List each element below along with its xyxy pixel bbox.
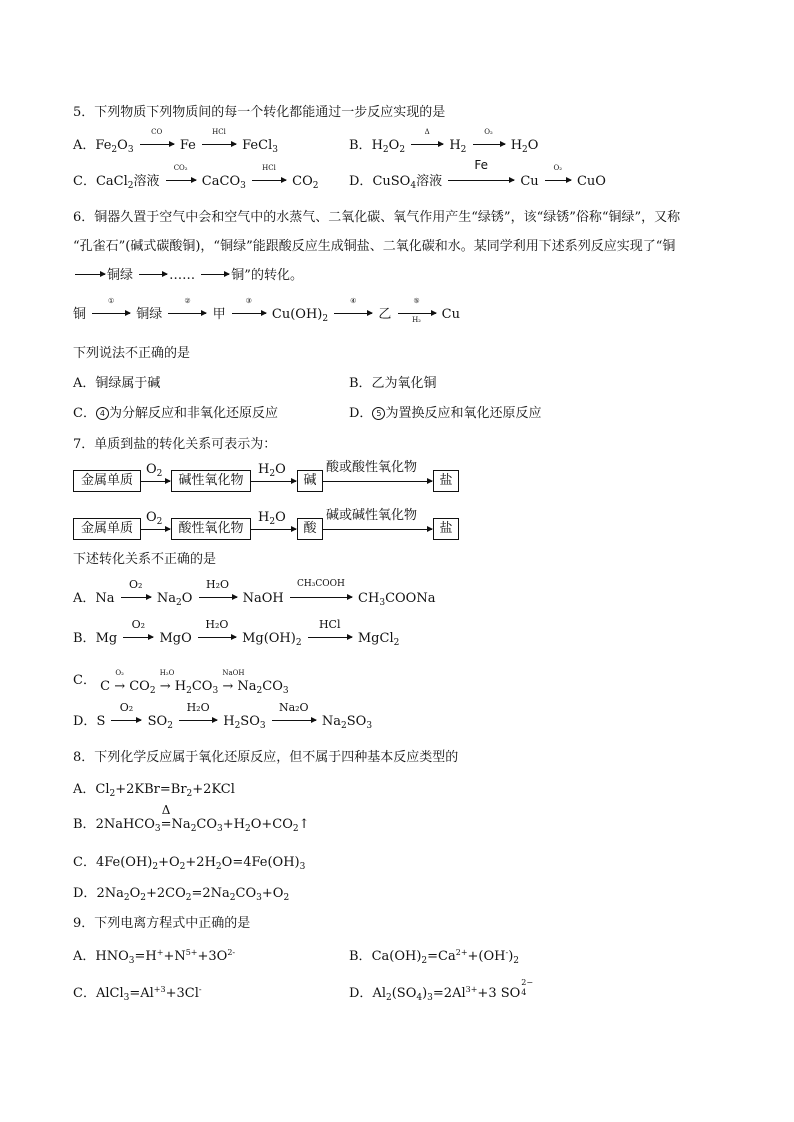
reaction-arrow: O₂ bbox=[121, 590, 151, 608]
q6-stem-line1: 6．铜器久置于空气中会和空气中的水蒸气、二氧化碳、氧气作用产生“绿锈”，该“绿锈”俗称“铜绿”，又称 bbox=[73, 210, 681, 225]
q6-option-a[interactable]: A．铜绿属于碱 bbox=[73, 376, 161, 391]
circled-number: 4 bbox=[96, 407, 109, 420]
reaction-arrow: CO₂ bbox=[166, 173, 196, 191]
reaction-arrow: ② bbox=[168, 306, 206, 324]
q7-option-b[interactable]: B．Mg O₂ MgO H₂O $Mg(OH)_2$ HCl MgCl$_2$ bbox=[73, 618, 400, 648]
q7-option-d[interactable]: D．S O₂ $SO_2$ H₂O $H_2SO_3$ Na₂O $Na_2SO_3$ bbox=[73, 701, 373, 731]
diagram-arrow-label: $H_2O$ bbox=[258, 510, 286, 527]
reaction-arrow: O₂ bbox=[111, 713, 141, 731]
reaction-arrow: Δ bbox=[411, 137, 443, 155]
diagram-arrow-label: $O_2$ bbox=[146, 462, 163, 479]
reaction-arrow: ① bbox=[92, 306, 130, 324]
q9-option-a[interactable]: A．$HNO_3=H^++N^{5+}+3O^{2-}$ bbox=[73, 948, 236, 966]
reaction-arrow: ⑤ H₂ bbox=[398, 306, 436, 324]
q6-stem-line3: 铜绿 …… 铜”的转化。 bbox=[73, 267, 303, 285]
q5-stem: 5．下列物质下列物质间的每一个转化都能通过一步反应实现的是 bbox=[73, 105, 446, 120]
q8-option-a[interactable]: A．$Cl_2+2KBr=Br_2+2KCl$ bbox=[73, 782, 235, 799]
reaction-arrow: CO bbox=[140, 137, 174, 155]
reaction-arrow: O₂ bbox=[473, 137, 505, 155]
diagram-arrow bbox=[322, 481, 432, 482]
reaction-arrow: O₂ → bbox=[114, 669, 126, 694]
diagram-arrow bbox=[250, 481, 296, 482]
q9-option-d[interactable]: D．$Al_2(SO_4)_3=2Al^{3+}+3$ SO 2− 4 bbox=[349, 978, 534, 1003]
diagram-box: 酸 bbox=[297, 518, 323, 540]
diagram-arrow bbox=[140, 529, 170, 530]
q9-option-c[interactable]: C．$AlCl_3=Al^{+3}+3Cl^-$ bbox=[73, 985, 202, 1003]
q7-question: 下述转化关系不正确的是 bbox=[73, 552, 217, 567]
diagram-arrow-label: 碱或碱性氧化物 bbox=[326, 508, 418, 523]
reaction-arrow: NaOH → bbox=[222, 669, 245, 694]
reaction-arrow: ④ bbox=[334, 306, 372, 324]
diagram-arrow bbox=[322, 529, 432, 530]
reaction-arrow: H₂O → bbox=[159, 669, 175, 694]
reaction-arrow bbox=[201, 267, 229, 285]
reaction-arrow: HCl bbox=[308, 630, 352, 648]
q5-option-d[interactable]: D．CuSO$_4$溶液 Fe Cu O₂ CuO bbox=[349, 158, 606, 191]
q6-option-c[interactable]: C． 4 为分解反应和非氧化还原反应 bbox=[73, 406, 278, 421]
q6-reaction-chain: 铜 ① 铜绿 ② 甲 ③ $Cu(OH)_2$ ④ 乙 ⑤ H₂ Cu bbox=[73, 297, 460, 324]
reaction-arrow: H₂O bbox=[179, 713, 217, 731]
diagram-box: 盐 bbox=[433, 518, 459, 540]
q5-option-a[interactable]: A．$Fe_2O_3$ CO Fe HCl FeCl$_3$ bbox=[73, 128, 278, 155]
q9-stem: 9．下列电离方程式中正确的是 bbox=[73, 916, 251, 931]
q5-option-c[interactable]: C．CaCl$_2$溶液 CO₂ CaCO$_3$ HCl $CO_2$ bbox=[73, 164, 319, 191]
q8-option-d[interactable]: D．$2Na_2O_2+2CO_2=2Na_2CO_3+O_2$ bbox=[73, 886, 290, 903]
reaction-arrow: ③ bbox=[232, 306, 266, 324]
diagram-arrow-label: $H_2O$ bbox=[258, 462, 286, 479]
reaction-arrow: O₂ bbox=[545, 173, 571, 191]
diagram-arrow-label: 酸或酸性氧化物 bbox=[326, 460, 418, 475]
reaction-arrow bbox=[139, 267, 167, 285]
reaction-arrow: Fe bbox=[448, 173, 514, 191]
q6-question: 下列说法不正确的是 bbox=[73, 346, 191, 361]
q5-option-b[interactable]: B．$H_2O_2$ Δ $H_2$ O₂ $H_2O$ bbox=[349, 128, 539, 155]
q8-option-b[interactable]: B．2NaHCO$_3$ Δ $=Na_2CO_3+H_2O+CO_2↑$ bbox=[73, 803, 310, 834]
heat-condition: Δ = bbox=[160, 803, 172, 832]
q6-option-d[interactable]: D． 5 为置换反应和氧化还原反应 bbox=[349, 406, 542, 421]
reaction-arrow: Na₂O bbox=[272, 713, 316, 731]
diagram-box: 金属单质 bbox=[73, 470, 141, 492]
reaction-arrow: CH₃COOH bbox=[290, 590, 352, 608]
q8-option-c[interactable]: C．$4Fe(OH)_2+O_2+2H_2O=4Fe(OH)_3$ bbox=[73, 855, 306, 872]
reaction-arrow: H₂O bbox=[199, 590, 237, 608]
q7-stem: 7．单质到盐的转化关系可表示为： bbox=[73, 437, 277, 452]
diagram-box: 盐 bbox=[433, 470, 459, 492]
q8-stem: 8．下列化学反应属于氧化还原反应，但不属于四种基本反应类型的 bbox=[73, 750, 459, 765]
diagram-arrow bbox=[250, 529, 296, 530]
q7-option-a[interactable]: A．Na O₂ $Na_2O$ H₂O NaOH CH₃COOH $CH_3COONa$ bbox=[73, 578, 436, 608]
reaction-arrow bbox=[75, 267, 105, 285]
circled-number: 5 bbox=[372, 407, 385, 420]
q6-stem-line2: “孔雀石”(碱式碳酸铜)，“铜绿”能跟酸反应生成铜盐、二氧化碳和水。某同学利用下述系列反应实现了“铜 bbox=[73, 239, 676, 254]
q6-option-b[interactable]: B．乙为氧化铜 bbox=[349, 376, 437, 391]
reaction-arrow: HCl bbox=[202, 137, 236, 155]
q9-option-b[interactable]: B．$Ca(OH)_2=Ca^{2+}+(OH^-)_2$ bbox=[349, 948, 520, 966]
reaction-arrow: HCl bbox=[252, 173, 286, 191]
reaction-arrow: H₂O bbox=[198, 630, 236, 648]
diagram-box: 碱性氧化物 bbox=[171, 470, 251, 492]
reaction-arrow: O₂ bbox=[123, 630, 153, 648]
diagram-arrow bbox=[140, 481, 170, 482]
diagram-arrow-label: $O_2$ bbox=[146, 510, 163, 527]
diagram-box: 酸性氧化物 bbox=[171, 518, 251, 540]
diagram-box: 碱 bbox=[297, 470, 323, 492]
q7-option-c[interactable]: C． C O₂ → $CO_2$ H₂O → $H_2CO_3$ NaOH → $Na_2CO_3$ bbox=[73, 669, 289, 696]
diagram-box: 金属单质 bbox=[73, 518, 141, 540]
